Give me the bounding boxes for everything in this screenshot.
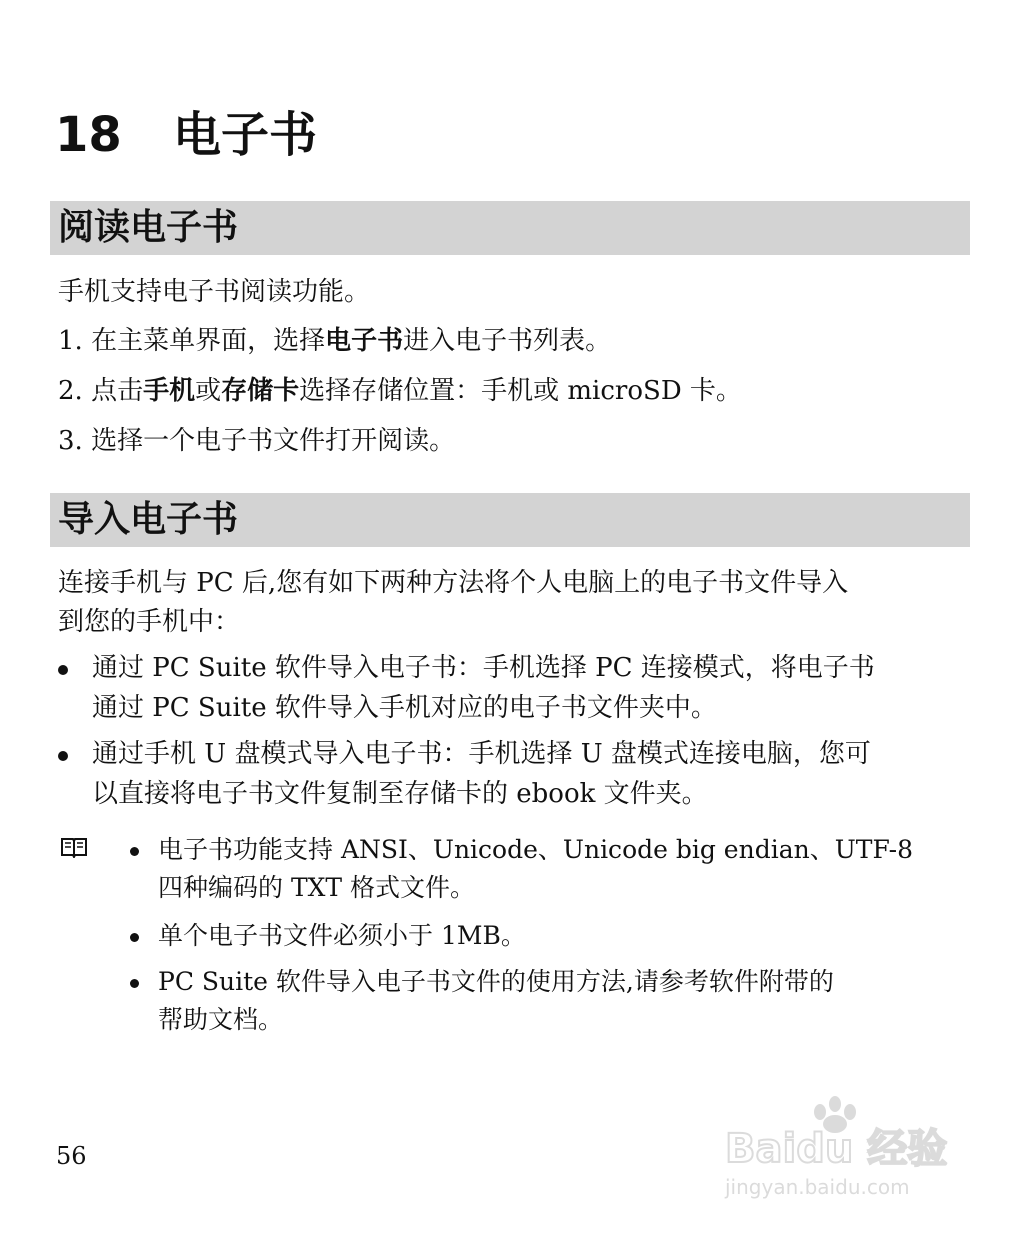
svg-text:jingyan.baidu.com: jingyan.baidu.com [725, 1175, 910, 1199]
step-3: 3. 选择一个电子书文件打开阅读。 [58, 426, 456, 456]
bullet-icon [130, 979, 139, 988]
list-item: 通过 PC Suite 软件导入电子书：手机选择 PC 连接模式，将电子书 通过 PC Suite 软件导入手机对应的电子书文件夹中。 [58, 648, 963, 728]
page-number: 56 [56, 1142, 87, 1170]
section2-intro-line2: 到您的手机中： [58, 607, 241, 637]
note-item: 单个电子书文件必须小于 1MB。 [130, 917, 970, 955]
section1-intro: 手机支持电子书阅读功能。 [58, 277, 371, 307]
note-item: 电子书功能支持 ANSI、Unicode、Unicode big endian、UTF-8 四种编码的 TXT 格式文件。 [130, 831, 970, 907]
baidu-watermark-logo [720, 1090, 970, 1200]
list-item: 通过手机 U 盘模式导入电子书：手机选择 U 盘模式连接电脑，您可 以直接将电子书文件复制至存储卡的 ebook 文件夹。 [58, 734, 963, 814]
ebook-menu-label: 电子书 [325, 326, 404, 356]
bullet-icon [58, 751, 68, 761]
svg-text:Baidu 经验: Baidu 经验 [725, 1126, 948, 1172]
step-2: 2. 点击手机或存储卡选择存储位置：手机或 microSD 卡。 [58, 376, 742, 406]
section2-intro-line1: 连接手机与 PC 后,您有如下两种方法将个人电脑上的电子书文件导入 [58, 568, 849, 598]
bullet-icon [58, 665, 68, 675]
note-item: PC Suite 软件导入电子书文件的使用方法,请参考软件附带的 帮助文档。 [130, 963, 970, 1039]
chapter-number: 18 [55, 107, 122, 163]
chapter-title [55, 105, 317, 165]
bullet-icon [130, 847, 139, 856]
storage-card-option-label: 存储卡 [221, 376, 300, 406]
step-1: 1. 在主菜单界面，选择电子书进入电子书列表。 [58, 326, 612, 356]
bullet-icon [130, 933, 139, 942]
section-heading-read: 阅读电子书 [50, 201, 970, 255]
book-icon [60, 836, 88, 858]
chapter-name: 电子书 [173, 107, 318, 163]
section-heading-import: 导入电子书 [50, 493, 970, 547]
phone-option-label: 手机 [143, 376, 196, 406]
